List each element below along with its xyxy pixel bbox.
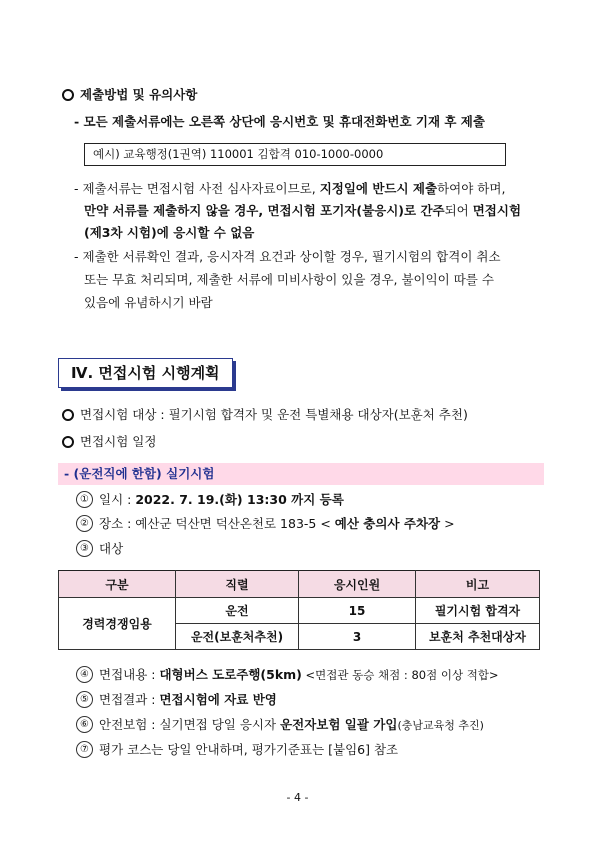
text-span: 되어	[444, 203, 473, 218]
example-text: 예시) 교육행정(1권역) 110001 김합격 010-1000-0000	[93, 147, 384, 161]
item-label: 일시 :	[99, 492, 136, 507]
number-icon: ②	[76, 515, 93, 532]
table-cell: 운전(보훈처추천)	[176, 624, 299, 650]
list-item-text: 면접시험 일정	[80, 434, 157, 449]
numbered-item	[76, 540, 123, 558]
paragraph-line	[74, 180, 505, 197]
paragraph-line: 있음에 유념하시기 바람	[84, 295, 213, 310]
table-cell: 15	[299, 598, 416, 624]
item-label: <면접관 동승 채점 : 80점 이상 적합>	[301, 668, 499, 682]
table-header-cell: 비고	[416, 571, 540, 598]
section-heading: 제출방법 및 유의사항	[62, 86, 197, 103]
table-cell: 3	[299, 624, 416, 650]
paragraph-line: - 제출한 서류확인 결과, 응시자격 요건과 상이할 경우, 필기시험의 합격이 취소	[74, 249, 501, 264]
numbered-item	[76, 491, 344, 509]
highlight-bar: - (운전직에 한함) 실기시험	[58, 463, 544, 485]
table-group-cell: 경력경쟁임용	[59, 598, 176, 650]
table-header-cell: 직렬	[176, 571, 299, 598]
number-icon: ①	[76, 491, 93, 508]
item-value: 면접시험에 자료 반영	[159, 692, 277, 707]
table-row	[59, 598, 540, 624]
item-label: 평가 코스는 당일 안내하며, 평가기준표는 [붙임6] 참조	[99, 742, 399, 757]
example-box	[84, 143, 506, 166]
number-icon: ⑤	[76, 691, 93, 708]
table-cell: 필기시험 합격자	[416, 598, 540, 624]
numbered-item	[76, 741, 398, 759]
text-span-bold: 면접시험	[472, 203, 522, 218]
target-table	[58, 570, 540, 650]
paragraph-line	[84, 202, 521, 219]
ring-bullet-icon	[62, 436, 74, 448]
ring-bullet-icon	[62, 89, 74, 101]
text-span-bold: 만약 서류를 제출하지 않을 경우, 면접시험 포기자(불응시)로 간주	[84, 203, 445, 218]
item-label: 안전보험 : 실기면접 당일 응시자	[99, 717, 281, 732]
numbered-item	[76, 666, 499, 684]
item-value: 2022. 7. 19.(화) 13:30 까지 등록	[135, 492, 344, 507]
list-item	[62, 406, 468, 423]
text-span: 하여야 하며,	[437, 181, 506, 196]
numbered-item	[76, 515, 455, 533]
item-label: 면접내용 :	[99, 667, 160, 682]
item-value: 대형버스 도로주행(5km)	[159, 667, 302, 682]
number-icon: ⑥	[76, 716, 93, 733]
item-label: 대상	[99, 541, 124, 556]
item-label: (충남교육청 추진)	[397, 719, 484, 732]
number-icon: ③	[76, 540, 93, 557]
paragraph-line: 또는 무효 처리되며, 제출한 서류에 미비사항이 있을 경우, 불이익이 따를 수	[84, 272, 494, 287]
table-cell: 운전	[176, 598, 299, 624]
section-title-box: Ⅳ. 면접시험 시행계획	[58, 358, 233, 388]
table-header-row	[59, 571, 540, 598]
item-value: 예산 충의사 주차장	[334, 516, 441, 531]
paragraph-line: (제3차 시험)에 응시할 수 없음	[84, 225, 255, 240]
number-icon: ⑦	[76, 741, 93, 758]
item-value: 운전자보험 일괄 가입	[280, 717, 398, 732]
numbered-item	[76, 691, 277, 709]
numbered-item	[76, 716, 484, 734]
list-item	[62, 433, 156, 450]
item-label: 장소 : 예산군 덕산면 덕산온천로 183-5 <	[99, 516, 335, 531]
item-label: 면접결과 :	[99, 692, 160, 707]
table-header-cell: 응시인원	[299, 571, 416, 598]
text-span: - 제출서류는 면접시험 사전 심사자료이므로,	[74, 181, 320, 196]
list-item-text: 면접시험 대상 : 필기시험 합격자 및 운전 특별채용 대상자(보훈처 추천)	[80, 407, 468, 422]
table-header-cell: 구분	[59, 571, 176, 598]
item-label: >	[440, 516, 455, 531]
table-cell: 보훈처 추천대상자	[416, 624, 540, 650]
number-icon: ④	[76, 666, 93, 683]
page-number: - 4 -	[286, 791, 309, 804]
instruction-line: - 모든 제출서류에는 오른쪽 상단에 응시번호 및 휴대전화번호 기재 후 제출	[74, 114, 485, 129]
text-span-bold: 지정일에 반드시 제출	[319, 181, 438, 196]
ring-bullet-icon	[62, 409, 74, 421]
